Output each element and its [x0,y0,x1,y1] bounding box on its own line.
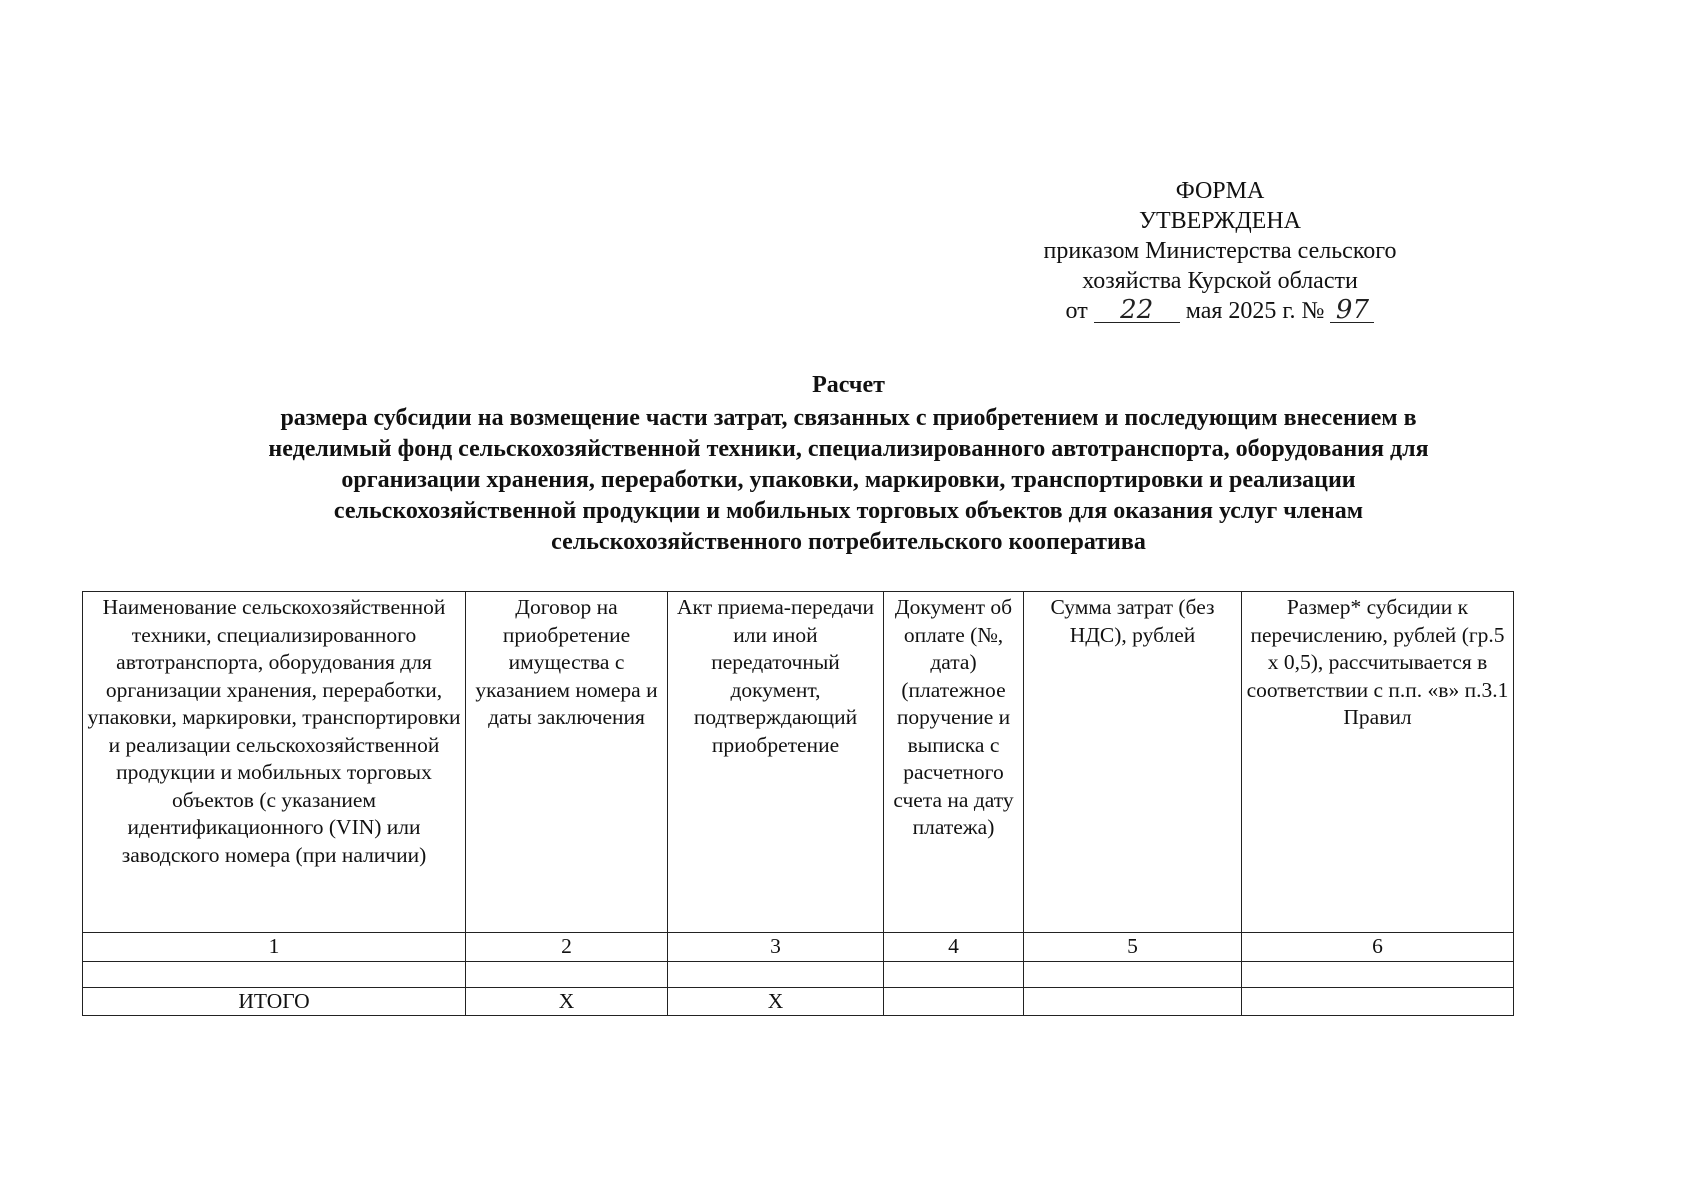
title-line: неделимый фонд сельскохозяйственной техники, специализированного автотранспорта, оборудования для [268,436,1429,462]
total-cell-3: Х [668,987,884,1016]
header-cell-name: Наименование сельскохозяйственной техники, специализированного автотранспорта, оборудования для организации хранения, переработки, упаковки, маркировки, транспортировки и реализации сельскохозяйственной продукции и мобильных торговых объектов (с указанием идентификационного (VIN) или заводского номера (при наличии) [83,592,466,933]
column-number: 4 [884,933,1024,962]
calculation-table-wrapper [82,591,1514,1016]
total-cell-4 [884,987,1024,1016]
total-cell-2: Х [466,987,668,1016]
approved-by-line: приказом Министерства сельского [1043,238,1397,264]
approved-label: УТВЕРЖДЕНА [1138,208,1302,234]
total-row [83,987,1514,1016]
table-cell [1024,961,1242,987]
header-cell-contract: Договор на приобретение имущества с указанием номера и даты заключения [466,592,668,933]
column-number-row [83,933,1514,962]
calculation-table [82,591,1514,1016]
form-label: ФОРМА [1175,178,1265,204]
column-number: 3 [668,933,884,962]
table-cell [83,961,466,987]
header-cell-costs: Сумма затрат (без НДС), рублей [1024,592,1242,933]
table-cell [466,961,668,987]
table-cell [668,961,884,987]
title-line: сельскохозяйственной продукции и мобильных торговых объектов для оказания услуг членам [333,498,1364,524]
document-title [80,370,1617,558]
header-cell-subsidy: Размер* субсидии к перечислению, рублей (гр.5 х 0,5), рассчитывается в соответствии с п.п. «в» п.3.1 Правил [1242,592,1514,933]
title-main: Расчет [812,372,885,398]
title-line: организации хранения, переработки, упаковки, маркировки, транспортировки и реализации [341,467,1356,493]
header-cell-act: Акт приема-передачи или иной передаточный документ, подтверждающий приобретение [668,592,884,933]
approved-by-line-2: хозяйства Курской области [1082,268,1358,294]
handwritten-order-number: 97 [1330,298,1374,323]
column-number: 2 [466,933,668,962]
title-line: размера субсидии на возмещение части затрат, связанных с приобретением и последующим внесением в [280,405,1417,431]
total-cell-6 [1242,987,1514,1016]
column-number: 5 [1024,933,1242,962]
order-date-line [980,296,1460,326]
header-cell-payment-doc: Документ об оплате (№, дата) (платежное поручение и выписка с расчетного счета на дату платежа) [884,592,1024,933]
table-cell [884,961,1024,987]
handwritten-day: 22 [1094,298,1180,323]
date-middle: мая 2025 г. № [1185,298,1325,324]
table-row [83,961,1514,987]
column-number: 1 [83,933,466,962]
total-label: ИТОГО [83,987,466,1016]
table-cell [1242,961,1514,987]
approval-stamp [980,176,1460,326]
column-number: 6 [1242,933,1514,962]
table-header-row [83,592,1514,933]
date-prefix: от [1065,298,1088,324]
total-cell-5 [1024,987,1242,1016]
title-line: сельскохозяйственного потребительского кооператива [551,529,1146,555]
